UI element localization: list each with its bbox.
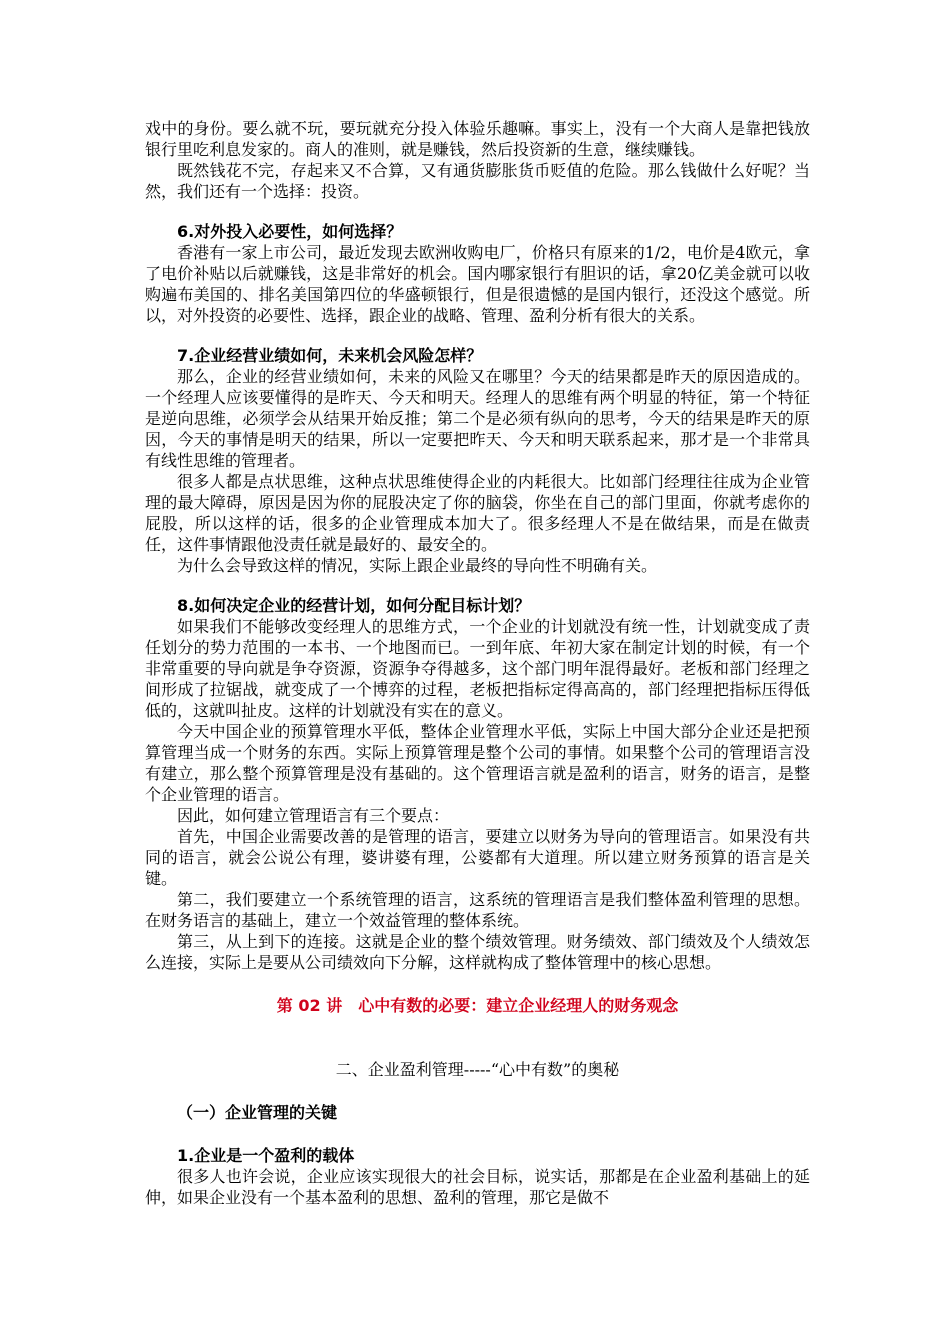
paragraph: 为什么会导致这样的情况，实际上跟企业最终的导向性不明确有关。 <box>177 556 658 575</box>
item-1-heading: 1.企业是一个盈利的载体 <box>177 1146 355 1165</box>
paragraph: 如果我们不能够改变经理人的思维方式，一个企业的计划就没有统一性，计划就变成了责任划分的势力范围的一本书、一个地图而已。一到年底、年初大家在制定计划的时候，有一个非常重要的导向就是争夺资源，资源争夺得越多，这个部门明年混得最好。老板和部门经理之间形成了拉锯战，就变成了一个博弈的过程，老板把指标定得高高的，部门经理把指标压得低低的，这就叫扯皮。这样的计划就没有实在的意义。 <box>145 617 810 720</box>
paragraph: 因此，如何建立管理语言有三个要点： <box>177 806 450 825</box>
paragraph: 香港有一家上市公司，最近发现去欧洲收购电厂，价格只有原来的1/2，电价是4欧元，拿了电价补贴以后就赚钱，这是非常好的机会。国内哪家银行有胆识的话，拿20亿美金就可以收购遍布美国的、排名美国第四位的华盛顿银行，但是很遗憾的是国内银行，还没这个感觉。所以，对外投资的必要性、选择，跟企业的战略、管理、盈利分析有很大的关系。 <box>145 243 810 325</box>
section-8-heading: 8.如何决定企业的经营计划，如何分配目标计划？ <box>177 596 531 615</box>
section-title: 二、企业盈利管理-----“心中有数”的奥秘 <box>335 1060 620 1079</box>
section-7-heading: 7.企业经营业绩如何，未来机会风险怎样？ <box>177 346 483 365</box>
paragraph: 首先，中国企业需要改善的是管理的语言，要建立以财务为导向的管理语言。如果没有共同的语言，就会公说公有理，婆讲婆有理，公婆都有大道理。所以建立财务预算的语言是关键。 <box>145 827 810 888</box>
paragraph: 戏中的身份。要么就不玩，要玩就充分投入体验乐趣嘛。事实上，没有一个大商人是靠把钱放银行里吃利息发家的。商人的准则，就是赚钱，然后投资新的生意，继续赚钱。 <box>145 119 810 159</box>
paragraph: 今天中国企业的预算管理水平低，整体企业管理水平低，实际上中国大部分企业还是把预算管理当成一个财务的东西。实际上预算管理是整个公司的事情。如果整个公司的管理语言没有建立，那么整个预算管理是没有基础的。这个管理语言就是盈利的语言，财务的语言，是整个企业管理的语言。 <box>145 722 810 804</box>
paragraph: 第三，从上到下的连接。这就是企业的整个绩效管理。财务绩效、部门绩效及个人绩效怎么连接，实际上是要从公司绩效向下分解，这样就构成了整体管理中的核心思想。 <box>145 932 810 972</box>
lecture-title: 第 02 讲 心中有数的必要：建立企业经理人的财务观念 <box>276 996 679 1015</box>
paragraph: 既然钱花不完，存起来又不合算，又有通货膨胀货币贬值的危险。那么钱做什么好呢？当然，我们还有一个选择：投资。 <box>145 161 810 201</box>
sub-heading: （一）企业管理的关键 <box>177 1103 338 1122</box>
section-6-heading: 6.对外投入必要性，如何选择？ <box>177 222 403 241</box>
paragraph: 很多人也许会说，企业应该实现很大的社会目标，说实话，那都是在企业盈利基础上的延伸，如果企业没有一个基本盈利的思想、盈利的管理，那它是做不 <box>145 1167 810 1207</box>
paragraph: 那么，企业的经营业绩如何，未来的风险又在哪里？今天的结果都是昨天的原因造成的。一个经理人应该要懂得的是昨天、今天和明天。经理人的思维有两个明显的特征，第一个特征是逆向思维，必须学会从结果开始反推；第二个是必须有纵向的思考，今天的结果是昨天的原因，今天的事情是明天的结果，所以一定要把昨天、今天和明天联系起来，那才是一个非常具有线性思维的管理者。 <box>145 367 810 470</box>
paragraph: 很多人都是点状思维，这种点状思维使得企业的内耗很大。比如部门经理往往成为企业管理的最大障碍，原因是因为你的屁股决定了你的脑袋，你坐在自己的部门里面，你就考虑你的屁股，所以这样的话，很多的企业管理成本加大了。很多经理人不是在做结果，而是在做责任，这件事情跟他没责任就是最好的、最安全的。 <box>145 472 810 554</box>
paragraph: 第二，我们要建立一个系统管理的语言，这系统的管理语言是我们整体盈利管理的思想。在财务语言的基础上，建立一个效益管理的整体系统。 <box>145 890 810 930</box>
document-page <box>145 118 810 1208</box>
